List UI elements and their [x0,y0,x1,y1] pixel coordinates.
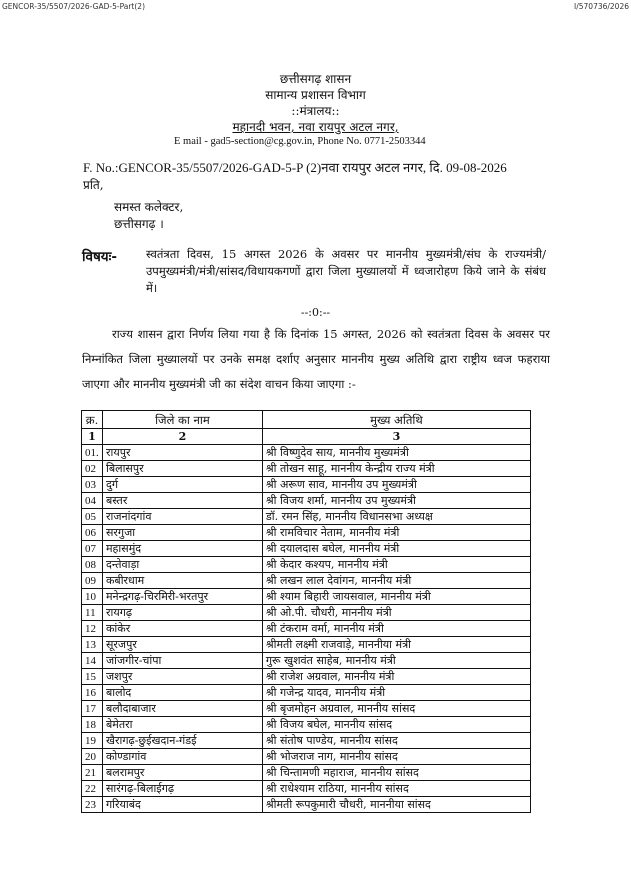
serial-cell: 19 [82,733,103,749]
column-number-2: 2 [102,429,262,445]
table-row [82,525,531,541]
serial-cell: 12 [82,621,103,637]
chief-guest-cell: श्री गजेन्द्र यादव, माननीय मंत्री [262,685,530,701]
serial-cell: 07 [82,541,103,557]
header-serial: क्र. [82,411,103,429]
table-row [82,461,531,477]
serial-cell: 17 [82,701,103,717]
serial-cell: 13 [82,637,103,653]
district-cell: कबीरधाम [102,573,262,589]
serial-cell: 18 [82,717,103,733]
table-row [82,637,531,653]
table-row [82,477,531,493]
table-header-row [82,411,531,429]
table-row [82,621,531,637]
district-cell: बेमेतरा [102,717,262,733]
letterhead-government: छत्तीसगढ़ शासन [279,72,352,86]
table-row [82,749,531,765]
chief-guest-cell: श्री श्याम बिहारी जायसवाल, माननीय मंत्री [262,589,530,605]
table-row [82,685,531,701]
serial-cell: 01. [82,445,103,461]
chief-guest-cell: श्री विष्णुदेव साय, माननीय मुख्यमंत्री [262,445,530,461]
addressee-line-2: छत्तीसगढ़ । [114,217,164,231]
page-header-right: I/570736/2026 [574,2,629,11]
chief-guest-cell: श्री तोखन साहू, माननीय केन्द्रीय राज्य मंत्री [262,461,530,477]
table-row [82,717,531,733]
chief-guest-cell: श्री भोजराज नाग, माननीय सांसद [262,749,530,765]
header-chief-guest: मुख्य अतिथि [262,411,530,429]
table-row [82,445,531,461]
serial-cell: 10 [82,589,103,605]
district-cell: रायगढ़ [102,605,262,621]
page-header-left: GENCOR-35/5507/2026-GAD-5-Part(2) [2,2,145,11]
serial-cell: 11 [82,605,103,621]
subject-label: विषयः- [82,249,117,265]
serial-cell: 04 [82,493,103,509]
district-cell: रायपुर [102,445,262,461]
chief-guest-cell: श्री टंकराम वर्मा, माननीय मंत्री [262,621,530,637]
table-row [82,781,531,797]
table-number-row [82,429,531,445]
table-row [82,765,531,781]
table-row [82,605,531,621]
district-cell: दन्तेवाड़ा [102,557,262,573]
district-cell: कोण्डागांव [102,749,262,765]
chief-guest-cell: श्री अरूण साव, माननीय उप मुख्यमंत्री [262,477,530,493]
serial-cell: 03 [82,477,103,493]
district-cell: बलरामपुर [102,765,262,781]
district-cell: खैरागढ़-छुईखदान-गंडई [102,733,262,749]
chief-guest-cell: श्रीमती रूपकुमारी चौधरी, माननीया सांसद [262,797,530,813]
district-cell: गरियाबंद [102,797,262,813]
chief-guest-cell: श्री संतोष पाण्डेय, माननीय सांसद [262,733,530,749]
serial-cell: 16 [82,685,103,701]
serial-cell: 22 [82,781,103,797]
letterhead-ministry: ::मंत्रालय:: [291,104,340,118]
table-row [82,669,531,685]
district-cell: महासमुंद [102,541,262,557]
serial-cell: 23 [82,797,103,813]
letterhead-department: सामान्य प्रशासन विभाग [265,88,366,102]
serial-cell: 05 [82,509,103,525]
to-label: प्रति, [83,178,104,192]
chief-guest-cell: गुरू खुशवंत साहेब, माननीय मंत्री [262,653,530,669]
districts-table [81,410,531,813]
chief-guest-cell: श्री दयालदास बघेल, माननीय मंत्री [262,541,530,557]
district-cell: मनेन्द्रगढ़-चिरमिरी-भरतपुर [102,589,262,605]
serial-cell: 15 [82,669,103,685]
subject-text: स्वतंत्रता दिवस, 15 अगस्त 2026 के अवसर पर माननीय मुख्यमंत्री/संघ के राज्यमंत्री/उपमुख्यमंत्री/मंत्री/सांसद/विधायकगणों द्वारा जिला मुख्यालयों में ध्वजारोहण किये जाने के संबंध में। [146,247,546,295]
table-row [82,797,531,813]
chief-guest-cell: श्री रामविचार नेताम, माननीय मंत्री [262,525,530,541]
table-row [82,701,531,717]
district-cell: राजनांदगांव [102,509,262,525]
chief-guest-cell: श्री राधेश्याम राठिया, माननीय सांसद [262,781,530,797]
letterhead-email: E mail - gad5-section@cg.gov.in, Phone No. 0771-2503344 [174,136,426,147]
serial-cell: 08 [82,557,103,573]
district-cell: कांकेर [102,621,262,637]
chief-guest-cell: श्री बृजमोहन अग्रवाल, माननीय सांसद [262,701,530,717]
file-number: F. No.:GENCOR-35/5507/2026-GAD-5-P (2)नवा रायपुर अटल नगर, दि. 09-08-2026 [83,160,507,175]
body-paragraph: राज्य शासन द्वारा निर्णय लिया गया है कि दिनांक 15 अगस्त, 2026 को स्वतंत्रता दिवस के अवसर पर निम्नांकित जिला मुख्यालयों पर उनके समक्ष दर्शाए अनुसार माननीय मुख्य अतिथि द्वारा राष्ट्रीय ध्वज फहराया जाएगा और माननीय मुख्यमंत्री जी का संदेश वाचन किया जाएगा :- [82,327,550,391]
serial-cell: 21 [82,765,103,781]
table-row [82,509,531,525]
district-cell: बालोद [102,685,262,701]
chief-guest-cell: श्री विजय शर्मा, माननीय उप मुख्यमंत्री [262,493,530,509]
district-cell: बस्तर [102,493,262,509]
letterhead-address: महानदी भवन, नवा रायपुर अटल नगर, [232,120,399,134]
serial-cell: 09 [82,573,103,589]
table-row [82,589,531,605]
district-cell: सरगुजा [102,525,262,541]
district-cell: दुर्ग [102,477,262,493]
table-row [82,573,531,589]
district-cell: बिलासपुर [102,461,262,477]
chief-guest-cell: श्री लखन लाल देवांगन, माननीय मंत्री [262,573,530,589]
chief-guest-cell: श्रीमती लक्ष्मी राजवाड़े, माननीया मंत्री [262,637,530,653]
district-cell: बलौदाबाजार [102,701,262,717]
table-row [82,557,531,573]
table-row [82,493,531,509]
chief-guest-cell: श्री चिन्तामणी महाराज, माननीय सांसद [262,765,530,781]
chief-guest-cell: श्री विजय बघेल, माननीय सांसद [262,717,530,733]
table-row [82,653,531,669]
chief-guest-cell: डॉ. रमन सिंह, माननीय विधानसभा अध्यक्ष [262,509,530,525]
separator: --:0:-- [300,306,331,319]
column-number-3: 3 [262,429,530,445]
serial-cell: 20 [82,749,103,765]
table-row [82,733,531,749]
column-number-1: 1 [82,429,103,445]
serial-cell: 14 [82,653,103,669]
chief-guest-cell: श्री ओ.पी. चौधरी, माननीय मंत्री [262,605,530,621]
chief-guest-cell: श्री केदार कश्यप, माननीय मंत्री [262,557,530,573]
header-district: जिले का नाम [102,411,262,429]
serial-cell: 02 [82,461,103,477]
district-cell: जशपुर [102,669,262,685]
table-row [82,541,531,557]
district-cell: सूरजपुर [102,637,262,653]
addressee-line-1: समस्त कलेक्टर, [114,200,184,214]
district-cell: जांजगीर-चांपा [102,653,262,669]
serial-cell: 06 [82,525,103,541]
chief-guest-cell: श्री राजेश अग्रवाल, माननीय मंत्री [262,669,530,685]
district-cell: सारंगढ़-बिलाईगढ़ [102,781,262,797]
